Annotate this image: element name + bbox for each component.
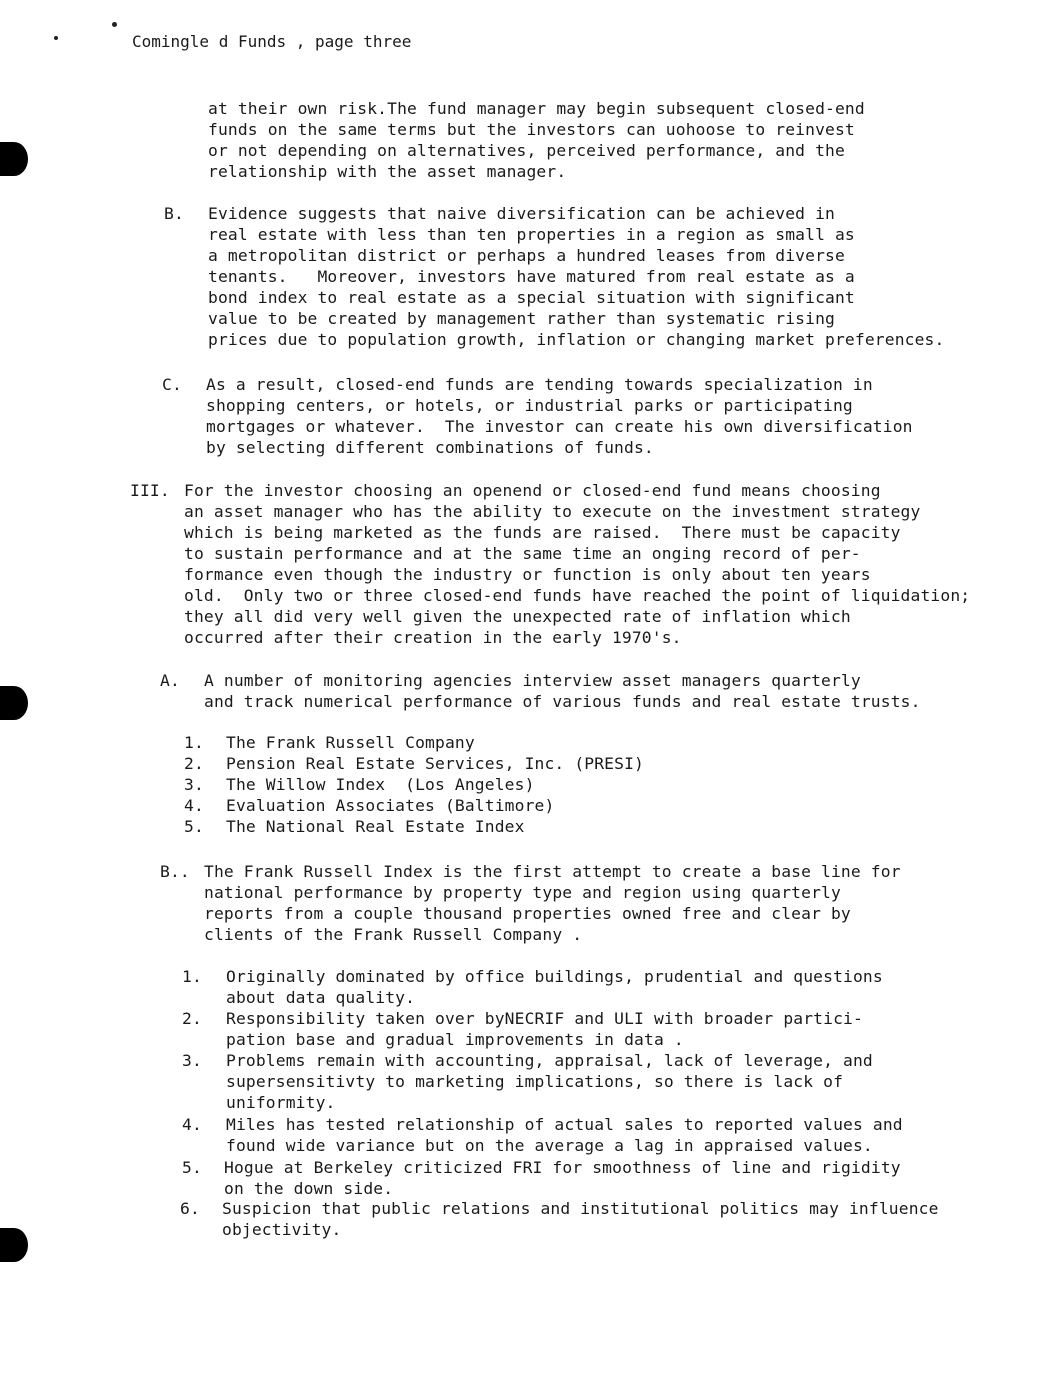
text-line: objectivity. xyxy=(222,1220,342,1239)
text-line: by selecting different combinations of funds. xyxy=(206,438,654,457)
text-line: value to be created by management rather than systematic rising xyxy=(208,309,835,328)
text-line: The Willow Index (Los Angeles) xyxy=(226,775,535,794)
text-line: real estate with less than ten properties in a region as small as xyxy=(208,225,855,244)
text-line: A number of monitoring agencies interview asset managers quarterly xyxy=(204,671,861,690)
punch-hole xyxy=(0,686,28,720)
list-marker: 2. xyxy=(182,1009,202,1028)
list-marker: 4. xyxy=(184,796,204,815)
text-line: supersensitivty to marketing implications, so there is lack of xyxy=(226,1072,844,1091)
text-line: Evidence suggests that naive diversification can be achieved in xyxy=(208,204,835,223)
list-marker: B.. xyxy=(160,862,190,881)
text-line: about data quality. xyxy=(226,988,416,1007)
text-line: As a result, closed-end funds are tending towards specialization in xyxy=(206,375,873,394)
list-marker: 4. xyxy=(182,1115,202,1134)
list-marker: 1. xyxy=(182,967,202,986)
text-line: mortgages or whatever. The investor can create his own diversification xyxy=(206,417,913,436)
text-line: prices due to population growth, inflation or changing market preferences. xyxy=(208,330,945,349)
text-line: old. Only two or three closed-end funds have reached the point of liquidation; xyxy=(184,586,971,605)
text-line: Originally dominated by office buildings, prudential and questions xyxy=(226,967,883,986)
text-line: found wide variance but on the average a lag in appraised values. xyxy=(226,1136,873,1155)
text-line: relationship with the asset manager. xyxy=(208,162,567,181)
text-line: on the down side. xyxy=(224,1179,394,1198)
list-marker: 5. xyxy=(182,1158,202,1177)
text-line: Suspicion that public relations and institutional politics may influence xyxy=(222,1199,939,1218)
list-marker: 3. xyxy=(182,1051,202,1070)
text-line: Miles has tested relationship of actual sales to reported values and xyxy=(226,1115,903,1134)
text-line: or not depending on alternatives, perceived performance, and the xyxy=(208,141,845,160)
text-line: which is being marketed as the funds are raised. There must be capacity xyxy=(184,523,901,542)
text-line: uniformity. xyxy=(226,1093,336,1112)
text-line: Evaluation Associates (Baltimore) xyxy=(226,796,555,815)
text-line: clients of the Frank Russell Company . xyxy=(204,925,583,944)
text-line: Problems remain with accounting, appraisal, lack of leverage, and xyxy=(226,1051,873,1070)
stray-mark xyxy=(54,36,58,40)
punch-hole xyxy=(0,1228,28,1262)
text-line: reports from a couple thousand properties owned free and clear by xyxy=(204,904,851,923)
text-line: formance even though the industry or function is only about ten years xyxy=(184,565,871,584)
text-line: The National Real Estate Index xyxy=(226,817,525,836)
list-marker: 1. xyxy=(184,733,204,752)
list-marker: A. xyxy=(160,671,180,690)
punch-hole xyxy=(0,142,28,176)
text-line: an asset manager who has the ability to execute on the investment strategy xyxy=(184,502,921,521)
list-marker: 6. xyxy=(180,1199,200,1218)
list-marker: C. xyxy=(162,375,182,394)
text-line: For the investor choosing an openend or closed-end fund means choosing xyxy=(184,481,881,500)
text-line: national performance by property type and region using quarterly xyxy=(204,883,841,902)
text-line: shopping centers, or hotels, or industrial parks or participating xyxy=(206,396,853,415)
text-line: bond index to real estate as a special situation with significant xyxy=(208,288,855,307)
text-line: funds on the same terms but the investors can uohoose to reinvest xyxy=(208,120,855,139)
text-line: The Frank Russell Company xyxy=(226,733,475,752)
text-line: Hogue at Berkeley criticized FRI for smoothness of line and rigidity xyxy=(224,1158,901,1177)
list-marker: 5. xyxy=(184,817,204,836)
text-line: Pension Real Estate Services, Inc. (PRESI) xyxy=(226,754,644,773)
text-line: a metropolitan district or perhaps a hundred leases from diverse xyxy=(208,246,845,265)
stray-mark xyxy=(112,22,117,27)
text-line: at their own risk.The fund manager may begin subsequent closed-end xyxy=(208,99,865,118)
text-line: pation base and gradual improvements in data . xyxy=(226,1030,684,1049)
text-line: they all did very well given the unexpected rate of inflation which xyxy=(184,607,851,626)
list-marker: 3. xyxy=(184,775,204,794)
list-marker: 2. xyxy=(184,754,204,773)
text-line: tenants. Moreover, investors have matured from real estate as a xyxy=(208,267,855,286)
list-marker: III. xyxy=(130,481,170,500)
list-marker: B. xyxy=(164,204,184,223)
text-line: The Frank Russell Index is the first attempt to create a base line for xyxy=(204,862,901,881)
text-line: to sustain performance and at the same time an onging record of per- xyxy=(184,544,861,563)
text-line: Responsibility taken over byNECRIF and ULI with broader partici- xyxy=(226,1009,863,1028)
text-line: and track numerical performance of various funds and real estate trusts. xyxy=(204,692,921,711)
page-header: Comingle d Funds , page three xyxy=(132,32,412,51)
text-line: occurred after their creation in the early 1970's. xyxy=(184,628,682,647)
